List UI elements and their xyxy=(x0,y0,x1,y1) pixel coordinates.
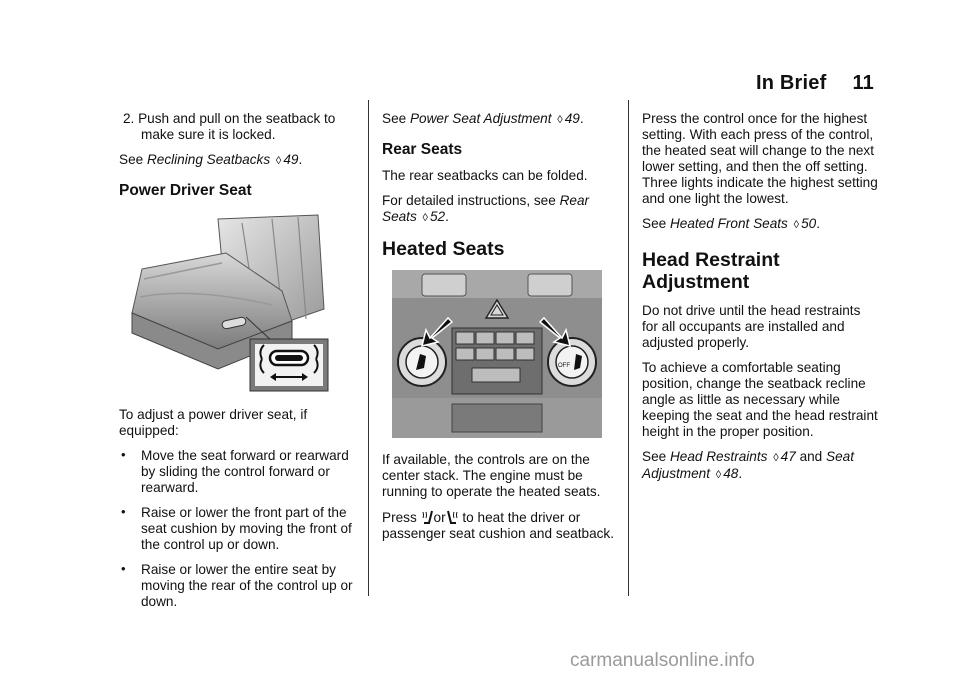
column-1 xyxy=(119,111,353,619)
page-ref-icon: ◊ xyxy=(715,469,722,481)
see-power-seat: See Power Seat Adjustment ◊ 49. xyxy=(382,111,584,126)
passenger-heated-seat-icon xyxy=(446,509,459,524)
page-ref-icon: ◊ xyxy=(793,219,800,231)
heading-rear-seats: Rear Seats xyxy=(382,141,463,158)
page-ref-icon: ◊ xyxy=(557,114,563,126)
see-heated-front: See Heated Front Seats ◊ 50. xyxy=(642,216,820,231)
ref-page-49b[interactable]: 49 xyxy=(564,111,580,126)
adjust-intro: To adjust a power driver seat, if equipped: xyxy=(119,407,308,438)
ref-rear-seats[interactable]: Rear Seats xyxy=(382,193,590,224)
page-header xyxy=(756,72,874,95)
detail-rear: For detailed instructions, see Rear Seats ◊ 52. xyxy=(382,193,590,224)
column-divider-2 xyxy=(628,100,629,596)
ref-page-49a[interactable]: 49 xyxy=(283,152,299,167)
press-instruction: Press or to heat the driver or passenger seat cushion and seatback. xyxy=(382,510,615,541)
ref-page-47[interactable]: 47 xyxy=(780,449,796,464)
heading-power-driver-seat: Power Driver Seat xyxy=(119,182,252,199)
heading-heated-seats: Heated Seats xyxy=(382,238,505,260)
ref-page-52[interactable]: 52 xyxy=(429,209,446,224)
ref-page-50[interactable]: 50 xyxy=(801,216,817,231)
ref-seat-adjustment[interactable]: Seat Adjustment xyxy=(642,449,854,481)
section-title: In Brief xyxy=(755,72,827,94)
off-label: OFF xyxy=(558,363,570,369)
head-text-1: Do not drive until the head restraints for all occupants are installed and adjusted properly. xyxy=(642,303,861,350)
press-control-text: Press the control once for the highest setting. With each press of the control, the heated seat will change to the next lower setting, and then the off setting. Three lights indicate the highest setting and one light the lowest. xyxy=(642,111,878,206)
controls-text: If available, the controls are on the center stack. The engine must be running to operate the heated seats. xyxy=(382,452,601,499)
heading-head-restraint: Head Restraint Adjustment xyxy=(642,249,780,293)
page-ref-icon: ◊ xyxy=(773,452,779,464)
rear-text: The rear seatbacks can be folded. xyxy=(382,168,588,183)
page-ref-icon: ◊ xyxy=(422,212,428,224)
column-divider-1 xyxy=(368,100,369,596)
bullet-2: • Raise or lower the front part of the seat cushion by moving the front of the control up or down. xyxy=(121,504,352,552)
step-2: 2. Push and pull on the seatback to make sure it is locked. xyxy=(123,111,336,142)
column-3 xyxy=(642,111,878,492)
column-2 xyxy=(382,111,614,551)
ref-power-seat-adjustment[interactable]: Power Seat Adjustment xyxy=(409,111,552,126)
ref-page-48[interactable]: 48 xyxy=(723,466,739,481)
heated-seat-controls-illustration xyxy=(392,270,602,438)
page-number: 11 xyxy=(852,72,874,94)
ref-head-restraints[interactable]: Head Restraints xyxy=(669,449,768,464)
head-text-2: To achieve a comfortable seating position, change the seatback recline angle as little as necessary while keeping the seat and the head restraint height in the proper position. xyxy=(642,360,878,439)
driver-heated-seat-icon xyxy=(421,509,434,524)
bullet-3: • Raise or lower the entire seat by moving the rear of the control up or down. xyxy=(121,561,353,609)
bullet-1: • Move the seat forward or rearward by sliding the control forward or rearward. xyxy=(121,447,349,495)
see-head-restraints: See Head Restraints ◊ 47 and Seat Adjustment ◊ 48. xyxy=(642,449,854,481)
ref-reclining-seatbacks[interactable]: Reclining Seatbacks xyxy=(146,152,271,167)
watermark: carmanualsonline.info xyxy=(570,650,755,671)
see-reclining: See Reclining Seatbacks ◊ 49. xyxy=(119,152,303,167)
power-seat-illustration xyxy=(122,209,332,393)
ref-heated-front-seats[interactable]: Heated Front Seats xyxy=(669,216,788,231)
page-ref-icon: ◊ xyxy=(275,155,282,167)
